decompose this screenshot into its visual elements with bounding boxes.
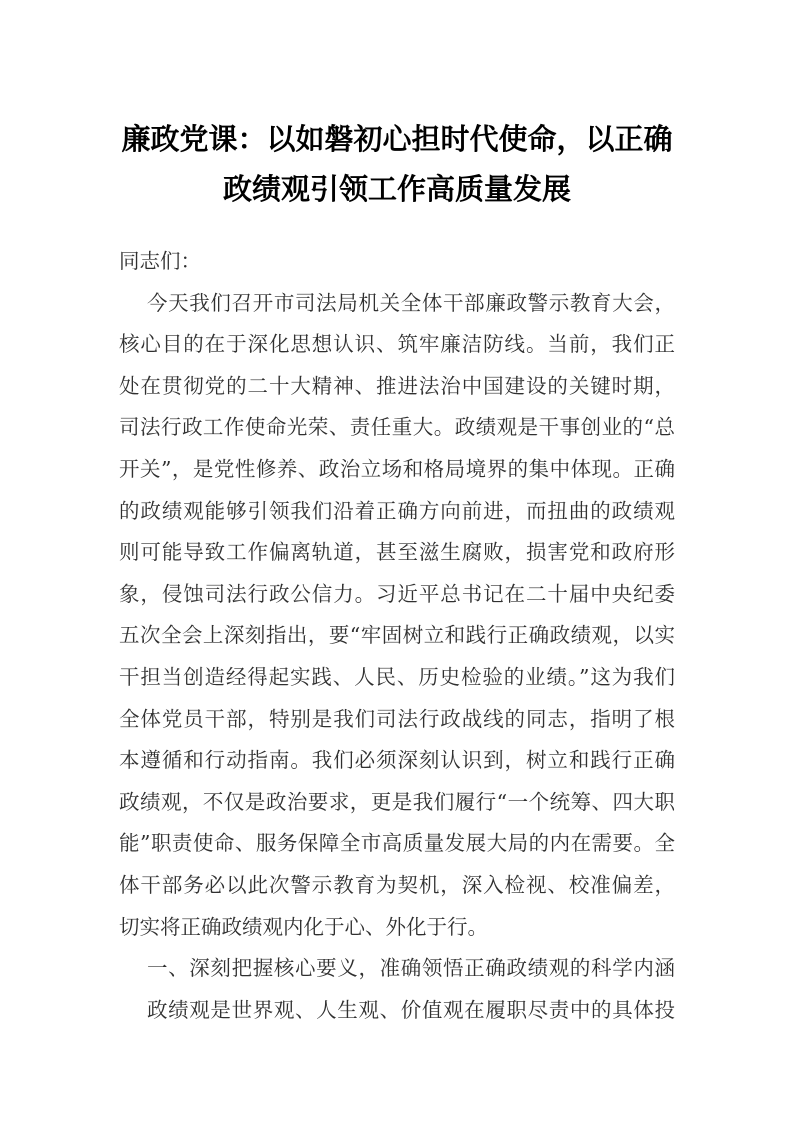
document-title-line-1: 廉政党课：以如磐初心担时代使命，以正确 <box>121 122 673 156</box>
text-line: 的政绩观能够引领我们沿着正确方向前进，而扭曲的政绩观 <box>119 498 675 523</box>
document-title-line-2: 政绩观引领工作高质量发展 <box>222 172 571 206</box>
text-line: 核心目的在于深化思想认识、筑牢廉洁防线。当前，我们正 <box>119 332 675 357</box>
document-title <box>119 114 675 214</box>
text-line: 切实将正确政绩观内化于心、外化于行。 <box>119 914 488 939</box>
text-line: 司法行政工作使命光荣、责任重大。政绩观是干事创业的“总 <box>119 415 675 440</box>
text-line: 政绩观是世界观、人生观、价值观在履职尽责中的具体投 <box>147 997 675 1022</box>
text-line: 象，侵蚀司法行政公信力。习近平总书记在二十届中央纪委 <box>119 581 675 606</box>
text-line: 体干部务必以此次警示教育为契机，深入检视、校准偏差， <box>119 872 675 897</box>
text-line: 政绩观，不仅是政治要求，更是我们履行“一个统筹、四大职 <box>119 789 675 814</box>
text-line: 五次全会上深刻指出，要“牢固树立和践行正确政绩观，以实 <box>119 623 675 648</box>
text-line: 干担当创造经得起实践、人民、历史检验的业绩。”这为我们 <box>119 664 675 689</box>
text-line: 一、深刻把握核心要义，准确领悟正确政绩观的科学内涵 <box>147 956 675 981</box>
text-line: 同志们： <box>119 249 201 273</box>
document-body <box>119 241 675 1031</box>
text-line: 能”职责使命、服务保障全市高质量发展大局的内在需要。全 <box>119 831 675 856</box>
text-line: 开关”，是党性修养、政治立场和格局境界的集中体现。正确 <box>119 456 675 481</box>
text-line: 本遵循和行动指南。我们必须深刻认识到，树立和践行正确 <box>119 748 675 773</box>
text-line: 则可能导致工作偏离轨道，甚至滋生腐败，损害党和政府形 <box>119 540 675 565</box>
text-line: 今天我们召开市司法局机关全体干部廉政警示教育大会， <box>147 290 675 315</box>
text-line: 处在贯彻党的二十大精神、推进法治中国建设的关键时期， <box>119 373 675 398</box>
text-line: 全体党员干部，特别是我们司法行政战线的同志，指明了根 <box>119 706 675 731</box>
